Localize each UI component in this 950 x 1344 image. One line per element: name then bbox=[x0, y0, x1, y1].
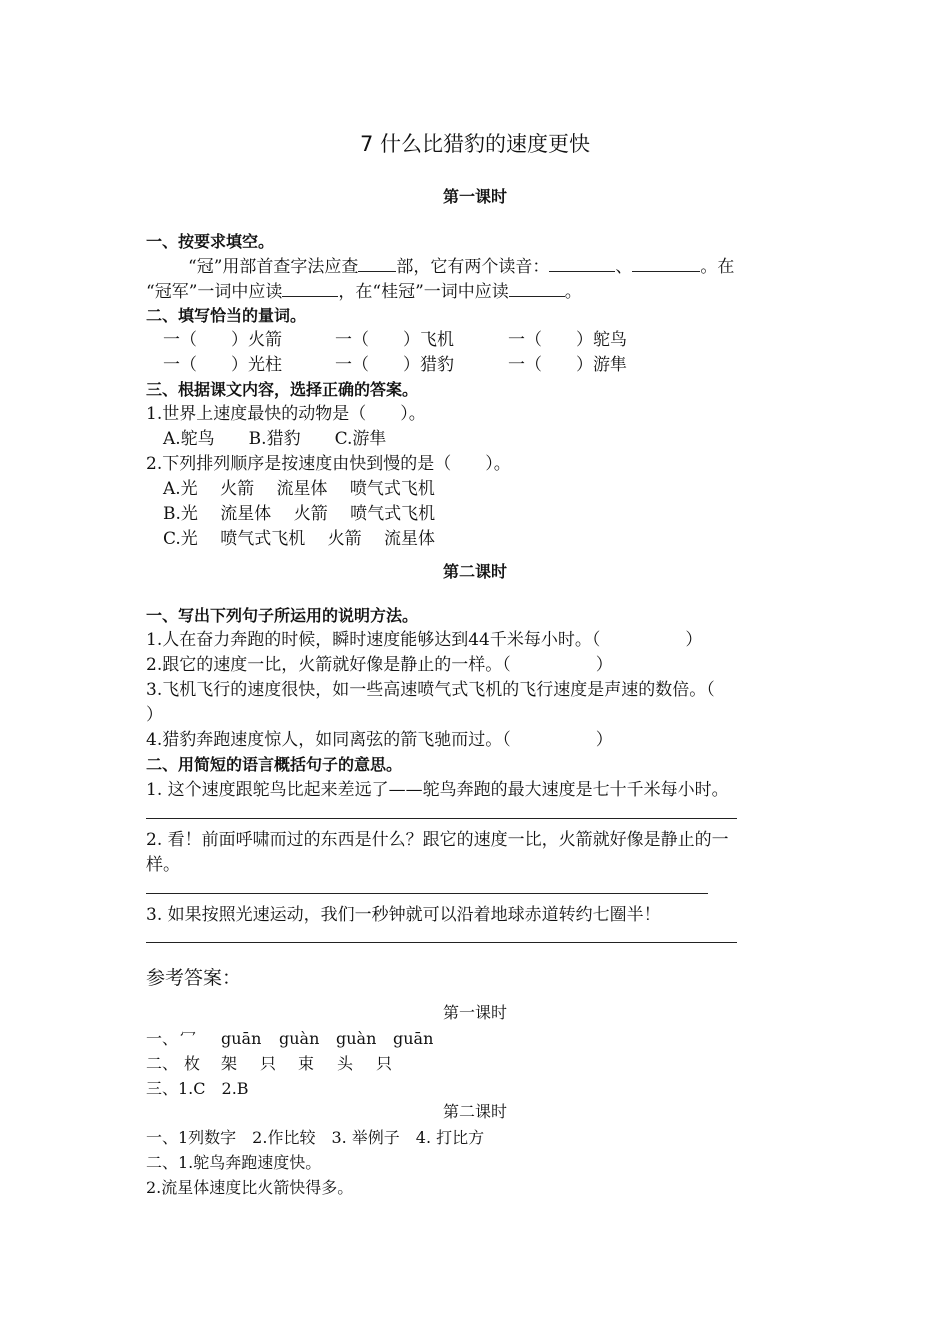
answer-1-label: 一、 bbox=[146, 1029, 179, 1048]
l2-s2-question-2: 2. 看！前面呼啸而过的东西是什么？跟它的速度一比，火箭就好像是静止的一 bbox=[146, 830, 729, 850]
l2-s1-question-2: 2.跟它的速度一比，火箭就好像是静止的一样。（ ） bbox=[146, 655, 613, 675]
l2-s2-question-1: 1. 这个速度跟鸵鸟比起来差远了——鸵鸟奔跑的最大速度是七十千米每小时。 bbox=[146, 780, 729, 800]
answer-2-word: 头 bbox=[337, 1054, 354, 1073]
answer-l2-2: 二、1.鸵鸟奔跑速度快。 bbox=[146, 1153, 322, 1172]
answer-2-word: 架 bbox=[221, 1054, 238, 1073]
answer-line bbox=[146, 942, 737, 943]
answer-2-word: 束 bbox=[298, 1054, 315, 1073]
l1-s3-q1-options: A.鸵鸟 B.猎豹 C.游隼 bbox=[163, 429, 387, 449]
l2-section1-heading: 一、写出下列句子所运用的说明方法。 bbox=[146, 606, 419, 625]
answer-1-pinyin: guàn bbox=[336, 1029, 377, 1048]
page-title: 7 什么比猎豹的速度更快 bbox=[359, 132, 591, 156]
fill-blank bbox=[632, 256, 700, 272]
l2-s1-question-3: 3.飞机飞行的速度很快，如一些高速喷气式飞机的飞行速度是声速的数倍。（ bbox=[146, 680, 715, 700]
answers-lesson1-heading: 第一课时 bbox=[442, 1003, 507, 1022]
answer-1-pinyin: guān bbox=[221, 1029, 262, 1048]
l2-s1-question-4: 4.猎豹奔跑速度惊人，如同离弦的箭飞驰而过。（ ） bbox=[146, 730, 613, 750]
fill-blank bbox=[282, 281, 338, 297]
l1-s3-q2-option-c: C.光 喷气式飞机 火箭 流星体 bbox=[163, 529, 436, 549]
l1-s1-text-a: “冠”用部首查字法应查 bbox=[188, 257, 359, 277]
measure-word-item: 一（ ）游隼 bbox=[508, 355, 627, 375]
l1-section1-heading: 一、按要求填空。 bbox=[146, 232, 275, 251]
answer-1-radical: 冖 bbox=[180, 1026, 197, 1045]
l1-section3-heading: 三、根据课文内容，选择正确的答案。 bbox=[146, 380, 419, 399]
measure-word-item: 一（ ）飞机 bbox=[335, 330, 454, 350]
lesson2-heading: 第二课时 bbox=[442, 562, 507, 581]
answers-heading: 参考答案： bbox=[146, 967, 242, 989]
lesson1-heading: 第一课时 bbox=[442, 187, 507, 206]
l1-s3-question-1: 1.世界上速度最快的动物是（ ）。 bbox=[146, 404, 426, 424]
answer-2-word: 只 bbox=[376, 1054, 393, 1073]
measure-word-item: 一（ ）猎豹 bbox=[335, 355, 454, 375]
l1-s1-line1 bbox=[188, 256, 734, 277]
l1-s1-text-c: 、 bbox=[615, 257, 633, 277]
l2-section2-heading: 二、用简短的语言概括句子的意思。 bbox=[146, 755, 403, 774]
answer-1-pinyin: guàn bbox=[279, 1029, 320, 1048]
l1-s1-text-e: “冠军”一词中应读 bbox=[146, 282, 283, 302]
measure-word-item: 一（ ）鸵鸟 bbox=[508, 330, 627, 350]
l1-s1-line2 bbox=[146, 281, 582, 302]
fill-blank bbox=[358, 256, 396, 272]
fill-blank bbox=[509, 281, 565, 297]
l1-section2-heading: 二、填写恰当的量词。 bbox=[146, 306, 307, 325]
l1-s3-q2-option-a: A.光 火箭 流星体 喷气式飞机 bbox=[163, 479, 435, 499]
l2-s2-question-3: 3. 如果按照光速运动，我们一秒钟就可以沿着地球赤道转约七圈半！ bbox=[146, 905, 661, 925]
l1-s3-q2-option-b: B.光 流星体 火箭 喷气式飞机 bbox=[163, 504, 436, 524]
answer-l2-3: 2.流星体速度比火箭快得多。 bbox=[146, 1178, 354, 1197]
answer-l2-1: 一、1列数字 2.作比较 3. 举例子 4. 打比方 bbox=[146, 1128, 485, 1147]
answer-1-pinyin: guān bbox=[393, 1029, 434, 1048]
measure-word-item: 一（ ）火箭 bbox=[163, 330, 282, 350]
l1-s3-question-2: 2.下列排列顺序是按速度由快到慢的是（ ）。 bbox=[146, 454, 511, 474]
fill-blank bbox=[549, 256, 615, 272]
measure-word-item: 一（ ）光柱 bbox=[163, 355, 282, 375]
l2-s2-question-2-cont: 样。 bbox=[146, 855, 180, 875]
l1-s1-text-f: ，在“桂冠”一词中应读 bbox=[338, 282, 509, 302]
l2-s1-question-3-close: ） bbox=[146, 705, 163, 725]
answer-line bbox=[146, 893, 708, 894]
l1-s1-text-d: 。在 bbox=[700, 257, 735, 277]
answer-3: 三、1.C 2.B bbox=[146, 1079, 249, 1098]
answer-2-word: 枚 bbox=[184, 1054, 201, 1073]
answer-2-word: 只 bbox=[260, 1054, 277, 1073]
l2-s1-question-1: 1.人在奋力奔跑的时候，瞬时速度能够达到44千米每小时。（ ） bbox=[146, 630, 703, 650]
answer-2-label: 二、 bbox=[146, 1054, 179, 1073]
l1-s1-text-b: 部，它有两个读音： bbox=[396, 257, 550, 277]
answer-line bbox=[146, 818, 737, 819]
l1-s1-text-g: 。 bbox=[564, 282, 582, 302]
answers-lesson2-heading: 第二课时 bbox=[442, 1102, 507, 1121]
